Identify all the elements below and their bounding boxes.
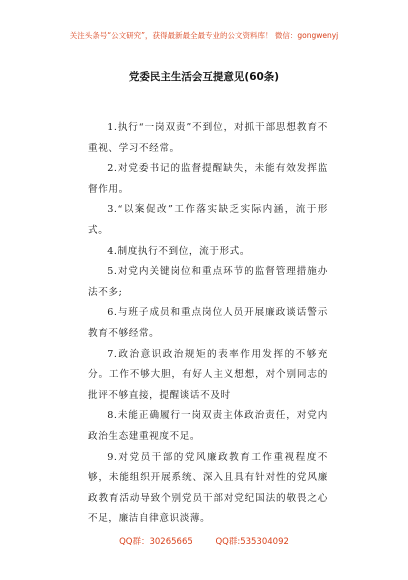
paragraph-6: 6.与班子成员和重点岗位人员开展廉政谈话警示教育不够经常。 bbox=[88, 307, 328, 339]
header-notice: 关注头条号“公文研究”，获得最新最全最专业的公文资料库！ 微信：gongwenyj bbox=[69, 31, 339, 40]
paragraph-5: 5.对党内关键岗位和重点环节的监督管理措施办法不多; bbox=[88, 266, 328, 298]
paragraph-2: 2.对党委书记的监督提醒缺失，未能有效发挥监督作用。 bbox=[88, 163, 328, 195]
document-title: 党委民主生活会互提意见(60条) bbox=[128, 71, 280, 83]
document-body bbox=[88, 118, 328, 530]
paragraph-4: 4.制度执行不到位，流于形式。 bbox=[107, 245, 251, 257]
paragraph-9: 9.对党员干部的党风廉政教育工作重视程度不够，未能组织开展系统、深入且具有针对性的党风廉政教育活动导致个别党员干部对党纪国法的敬畏之心不足，廉洁自律意识淡薄。 bbox=[88, 451, 328, 525]
footer-qq-group-2: QQ群:535304092 bbox=[215, 537, 289, 547]
paragraph-8: 8.未能正确履行一岗双责主体政治责任，对党内政治生态建重视度不足。 bbox=[88, 410, 328, 442]
paragraph-7: 7.政治意识政治规矩的表率作用发挥的不够充分。工作不够大胆，有好人主义想想，对个别同志的批评不够直接，提醒谈话不及时 bbox=[88, 348, 328, 401]
paragraph-1: 1.执行“一岗双责”不到位，对抓干部思想教育不重视、学习不经常。 bbox=[88, 122, 328, 154]
paragraph-3: 3.“以案促改”工作落实缺乏实际内涵，流于形式。 bbox=[88, 204, 328, 236]
footer-contacts bbox=[0, 535, 408, 547]
footer-qq-group-1: QQ群：30265665 bbox=[119, 537, 193, 547]
